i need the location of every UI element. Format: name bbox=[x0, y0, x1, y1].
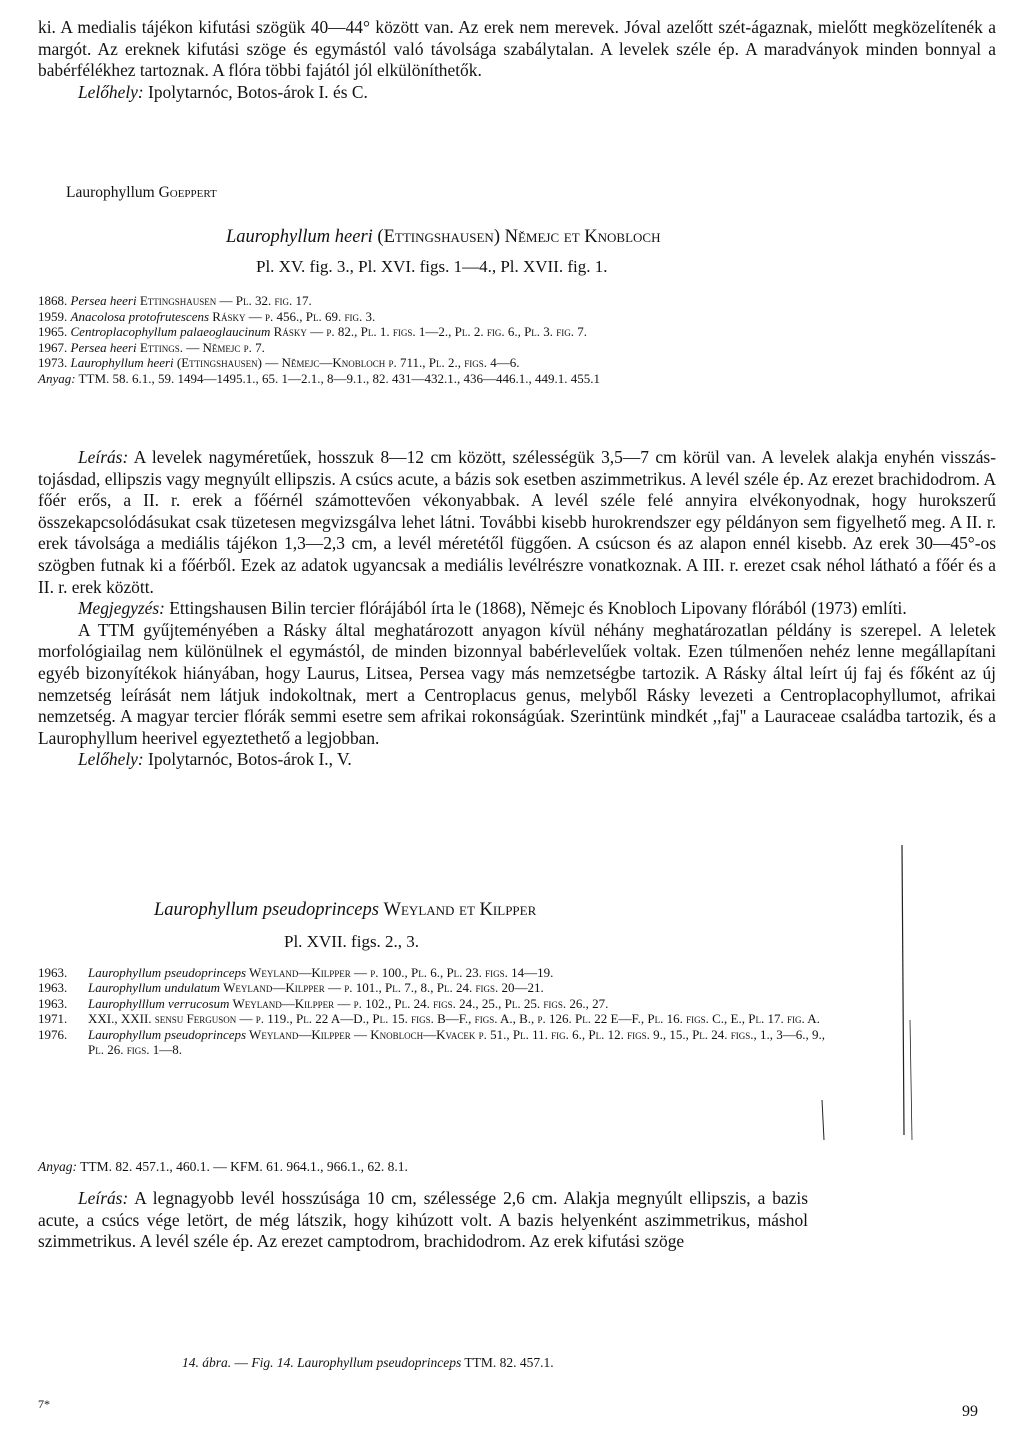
syn-rest: Weyland—Kilpper — Knobloch—Kvacek p. 51., Pl. 11. fig. 6., Pl. 12. figs. 9., 15., Pl. 24. figs., 1., 3—6., 9., Pl. 26. figs. 1—8. bbox=[88, 1026, 826, 1058]
syn-taxon: Laurophylllum verrucosum bbox=[88, 995, 230, 1011]
note-paragraph bbox=[38, 598, 996, 620]
note-text: Ettingshausen Bilin tercier flórájából írta le (1868), Němejc és Knobloch Lipovany flórából (1973) említi. bbox=[164, 598, 907, 619]
species2-synonymy bbox=[38, 965, 838, 1057]
material-label: Anyag: bbox=[38, 1159, 77, 1174]
species2-material bbox=[38, 1159, 408, 1175]
syn-rest: XXI., XXII. sensu Ferguson — p. 119., Pl. 22 A—D., Pl. 15. figs. B—F., figs. A., B., p. 126. Pl. 22 E—F., Pl. 16. figs. C., E., Pl. 17. fig. A. bbox=[88, 1011, 820, 1027]
species2-title bbox=[154, 900, 536, 921]
locality-text: Ipolytarnóc, Botos-árok I. és C. bbox=[143, 82, 368, 103]
material-label: Anyag: bbox=[38, 370, 76, 386]
species1-locality bbox=[38, 749, 996, 771]
caption-fig: Fig. 14. bbox=[251, 1355, 294, 1370]
caption-separator: — bbox=[231, 1355, 252, 1370]
species1-author-paren: (Ettingshausen) bbox=[377, 227, 500, 247]
description-label: Leírás: bbox=[78, 1188, 129, 1208]
syn-rest: Rásky — p. 456., Pl. 69. fig. 3. bbox=[209, 308, 376, 324]
caption-number: 14. ábra. bbox=[182, 1355, 232, 1370]
syn-text bbox=[88, 1027, 838, 1058]
syn-text bbox=[88, 965, 838, 980]
locality-text: Ipolytarnóc, Botos-árok I., V. bbox=[143, 749, 352, 770]
species1-name: Laurophyllum heeri bbox=[226, 227, 373, 247]
synonymy-row bbox=[38, 324, 996, 340]
material-text: TTM. 58. 6.1., 59. 1494—1495.1., 65. 1—2.1., 8—9.1., 82. 431—432.1., 436—446.1., 449.1. 455.1 bbox=[75, 370, 601, 386]
description-paragraph bbox=[38, 447, 996, 598]
material-text: TTM. 82. 457.1., 460.1. — KFM. 61. 964.1., 966.1., 62. 8.1. bbox=[76, 1159, 408, 1174]
description-paragraph bbox=[38, 1188, 808, 1253]
syn-taxon: Laurophyllum pseudoprinceps bbox=[88, 965, 247, 980]
species1-plates: Pl. XV. fig. 3., Pl. XVI. figs. 1—4., Pl. XVII. fig. 1. bbox=[256, 257, 608, 276]
syn-taxon: Laurophyllum heeri bbox=[70, 355, 174, 370]
syn-text bbox=[88, 980, 838, 995]
synonymy-row bbox=[38, 293, 996, 309]
species1-synonymy bbox=[38, 293, 996, 386]
syn-rest: Ettings. — Němejc p. 7. bbox=[136, 339, 265, 355]
syn-taxon: Laurophyllum undulatum bbox=[88, 980, 221, 996]
genus-author: Goeppert bbox=[158, 184, 217, 201]
caption-taxon: Laurophyllum pseudoprinceps bbox=[293, 1355, 462, 1370]
intro-paragraph bbox=[38, 17, 996, 104]
synonymy-row bbox=[38, 340, 996, 356]
synonymy-row bbox=[38, 965, 838, 980]
syn-year: 1971. bbox=[38, 1011, 68, 1027]
syn-rest: Weyland—Kilpper — p. 101., Pl. 7., 8., Pl. 24. figs. 20—21. bbox=[220, 980, 544, 996]
synonymy-row bbox=[38, 309, 996, 325]
synonymy-row bbox=[38, 996, 838, 1011]
genus-heading bbox=[66, 184, 217, 202]
description-label: Leírás: bbox=[78, 447, 129, 467]
locality-label: Lelőhely: bbox=[78, 82, 144, 103]
note-label: Megjegyzés: bbox=[78, 598, 165, 619]
syn-taxon: Persea heeri bbox=[70, 339, 137, 355]
species2-description bbox=[38, 1188, 808, 1253]
signature-mark: 7* bbox=[38, 1397, 50, 1411]
syn-taxon: Laurophyllum pseudoprinceps bbox=[88, 1026, 247, 1042]
species1-description bbox=[38, 447, 996, 771]
description-text: A levelek nagyméretűek, hosszuk 8—12 cm között, szélességük 3,5—7 cm körül van. A levelek alakja enyhén visszás-tojásdad, ellipszis vagy megnyúlt ellipszis. A csúcs acute, a bázis sok esetben aszimmetrikus. A levél széle ép. Az erezet brachidodrom. A főér erős, a II. r. erek a főérnél számottevően vékonyabbak. A levél széle felé annyira elvékonyodnak, hogy hurokszerű összekapcsolódásukat csak tüzetesen megvizsgálva lehet látni. További kisebb hurokrendszer egy példányon sem figyelhető meg. A II. r. erek távolsága a mediális tájékon 1,3—2,3 cm, a levél méretétől függően. A csúcson és az alapon ennél kisebb. Az erek 30—45°-os szögben futnak ki a főérből. Ezek az adatok ugyancsak a mediális levélrészre vonatkoznak. A III. r. erezet csak néhol látható a főér és a II. r. erek között. bbox=[38, 447, 996, 597]
synonymy-row bbox=[38, 980, 838, 995]
species2-name: Laurophyllum pseudoprinceps bbox=[154, 900, 379, 920]
species1-material bbox=[38, 371, 996, 387]
syn-taxon: Centroplacophyllum palaeoglaucinum bbox=[70, 324, 271, 339]
synonymy-row bbox=[38, 1027, 838, 1058]
caption-rest: TTM. 82. 457.1. bbox=[461, 1355, 554, 1370]
species2-authors: Weyland et Kilpper bbox=[383, 900, 537, 920]
species1-authors: Němejc et Knobloch bbox=[504, 227, 661, 247]
intro-text: ki. A medialis tájékon kifutási szögük 40—44° között van. Az erek nem merevek. Jóval azelőtt szét-ágaznak, mielőtt megközelítenék a margót. Az ereknek kifutási szöge és egymástól való távolsága szabálytalan. A levelek széle ép. A maradványok minden bonnyal a babérfélékhez tartoznak. A flóra többi fajától jól elkülöníthetők. bbox=[38, 17, 996, 81]
syn-year: 1963. bbox=[38, 980, 68, 996]
synonymy-row bbox=[38, 1011, 838, 1026]
species1-title bbox=[226, 227, 660, 248]
figure-caption bbox=[182, 1355, 554, 1371]
syn-rest: Weyland—Kilpper — p. 100., Pl. 6., Pl. 23. figs. 14—19. bbox=[246, 965, 554, 980]
discussion-paragraph: A TTM gyűjteményében a Rásky által meghatározott anyagon kívül néhány meghatározatlan példány is szerepel. A leletek morfológiailag nem különülnek el egymástól, de minden bizonnyal babérlevelűek voltak. Ezen túlmenően nehéz lenne megállapítani egyéb bizonyítékok hiányában, hogy Laurus, Litsea, Persea vagy más nemzetségbe tartozik. A Rásky által leírt új faj és főként az új nemzetség leírását nem látjuk indokoltnak, mert a Centroplacus genus, melyből Rásky levezeti a Centroplacophyllumot, afrikai nemzetség. A magyar tercier flórák semmi esetre sem afrikai rokonságúak. Szerintünk mindkét ,,faj'' a Lauraceae családba tartozik, és a Laurophyllum heerivel egyeztethető a legjobban. bbox=[38, 619, 996, 748]
species2-plates: Pl. XVII. figs. 2., 3. bbox=[284, 932, 420, 951]
syn-rest: Ettingshausen — Pl. 32. fig. 17. bbox=[136, 293, 312, 308]
syn-year: 1965. bbox=[38, 324, 68, 339]
syn-year: 1963. bbox=[38, 965, 68, 980]
genus-name: Laurophyllum bbox=[66, 184, 155, 201]
syn-year: 1976. bbox=[38, 1026, 68, 1042]
syn-year: 1963. bbox=[38, 995, 68, 1011]
locality-label: Lelőhely: bbox=[78, 749, 144, 770]
syn-text bbox=[88, 1011, 838, 1026]
syn-rest: Rásky — p. 82., Pl. 1. figs. 1—2., Pl. 2. fig. 6., Pl. 3. fig. 7. bbox=[270, 324, 588, 339]
page-number: 99 bbox=[962, 1403, 978, 1420]
syn-year: 1959. bbox=[38, 308, 68, 324]
syn-taxon: Persea heeri bbox=[70, 293, 137, 308]
syn-year: 1868. bbox=[38, 293, 68, 308]
syn-taxon: Anacolosa protofrutescens bbox=[70, 308, 210, 324]
syn-year: 1973. bbox=[38, 355, 68, 370]
description-text: A legnagyobb levél hosszúsága 10 cm, szélessége 2,6 cm. Alakja megnyúlt ellipszis, a bazis acute, a csúcs vége letört, de még látszik, hogy kihúzott volt. A bazis helyenként aszimmetrikus, máshol szimmetrikus. A levél széle ép. Az erezet camptodrom, brachidodrom. Az erek kifutási szöge bbox=[38, 1188, 808, 1252]
intro-locality bbox=[38, 82, 996, 104]
syn-text bbox=[88, 996, 838, 1011]
syn-rest: Weyland—Kilpper — p. 102., Pl. 24. figs. 24., 25., Pl. 25. figs. 26., 27. bbox=[229, 995, 609, 1011]
synonymy-row bbox=[38, 355, 996, 371]
syn-year: 1967. bbox=[38, 339, 68, 355]
syn-rest: (Ettingshausen) — Němejc—Knobloch p. 711., Pl. 2., figs. 4—6. bbox=[173, 355, 520, 370]
